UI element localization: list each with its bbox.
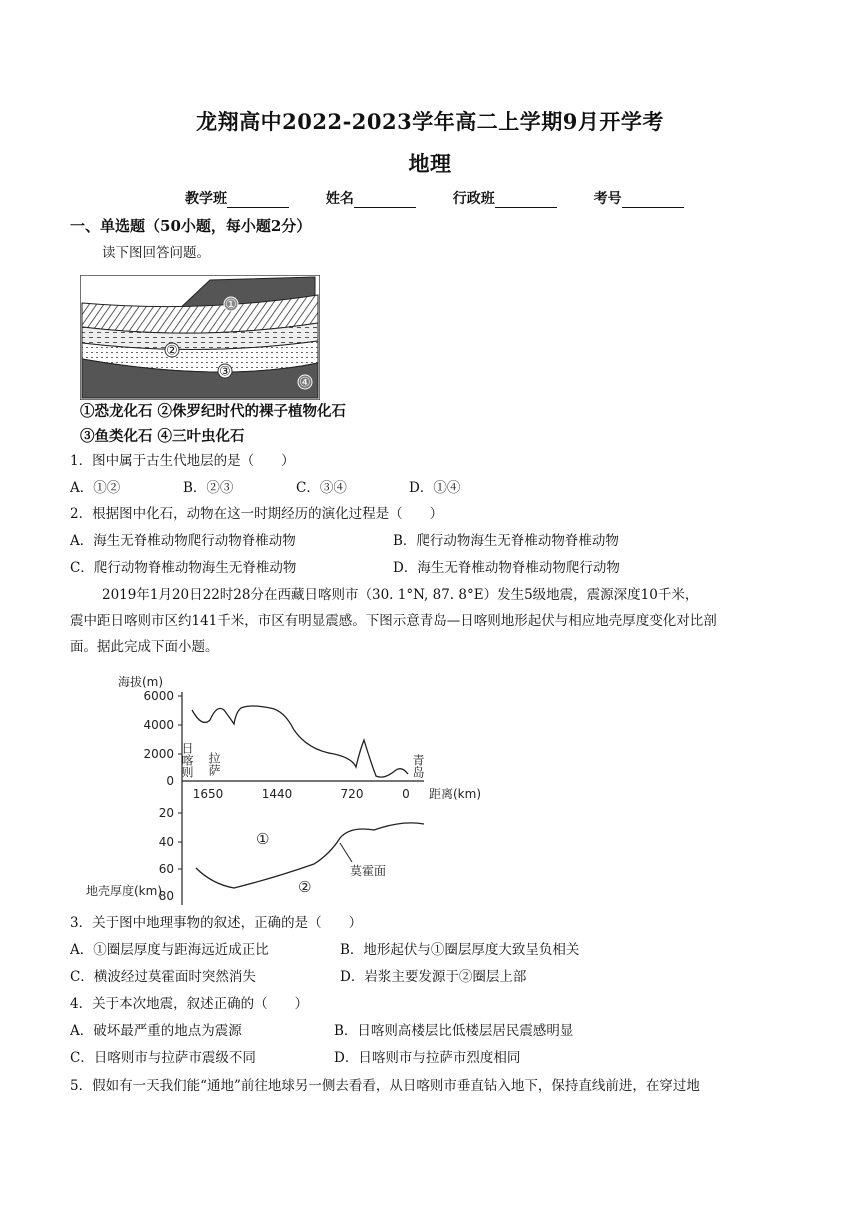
intro-text: 读下图回答问题。 [102,245,210,261]
field-name-blank[interactable] [354,193,416,208]
field-admin-class-label: 行政班 [452,191,495,207]
distance-tick-1650: 1650 [192,787,224,801]
field-exam-no-blank[interactable] [622,193,684,208]
place-rikaze [180,742,194,779]
passage-line-2: 震中距日喀则市区约141千米，市区有明显震感。下图示意青岛—日喀则地形起伏与相应地壳厚度变化对比剖 [70,613,717,629]
q2-option-c[interactable]: C．爬行动物脊椎动物海生无脊椎动物 [70,560,297,576]
distance-axis-label: 距离(km) [429,787,482,801]
distance-tick-0: 0 [402,787,410,801]
field-class-blank[interactable] [227,193,289,208]
passage-line-3: 面。据此完成下面小题。 [70,639,219,655]
q4-option-a[interactable]: A．破坏最严重的地点为震源 [70,1023,242,1039]
q3-option-b[interactable]: B．地形起伏与①圈层厚度大致呈负相关 [340,942,580,958]
field-name-label: 姓名 [325,191,354,207]
field-class-label: 教学班 [185,191,227,207]
mantle-layer-2-label: ② [298,878,312,896]
q2-option-b[interactable]: B．爬行动物海生无脊椎动物脊椎动物 [393,533,619,549]
field-admin-class-blank[interactable] [495,193,557,208]
elev-tick-2000: 2000 [143,747,174,761]
q2-stem: 2．根据图中化石，动物在这一时期经历的演化过程是（ ） [70,506,444,522]
crust-tick-60: 60 [158,862,174,876]
crust-thickness-axis-label: 地壳厚度(km) [86,884,163,898]
q3-option-c[interactable]: C．横波经过莫霍面时突然消失 [70,969,256,985]
crust-tick-40: 40 [158,835,174,849]
distance-tick-1440: 1440 [261,787,293,801]
moho-label: 莫霍面 [350,864,387,878]
elev-tick-6000: 6000 [143,689,174,703]
q2-option-d[interactable]: D．海生无脊椎动物脊椎动物爬行动物 [393,560,620,576]
figure1-caption-line1: ①恐龙化石 ②侏罗纪时代的裸子植物化石 [80,403,347,420]
q3-stem: 3．关于图中地理事物的叙述，正确的是（ ） [70,915,363,931]
svg-text:青岛: 青岛 [411,754,425,778]
q4-option-d[interactable]: D．日喀则市与拉萨市烈度相同 [334,1050,521,1066]
elev-tick-0: 0 [166,774,174,788]
q4-option-b[interactable]: B．日喀则高楼层比低楼层居民震感明显 [334,1023,574,1039]
elev-tick-4000: 4000 [143,718,174,732]
strata-marker-4: ④ [299,375,311,391]
section-heading: 一、单选题（50小题，每小题2分） [70,217,312,235]
profile-figure [84,670,504,910]
student-info-fields [185,188,684,208]
q3-option-a[interactable]: A．①圈层厚度与距海远近成正比 [70,942,269,958]
q5-stem: 5．假如有一天我们能“通地”前往地球另一侧去看看，从日喀则市垂直钻入地下，保持直线前进，在穿过地 [70,1078,700,1094]
q1-option-d[interactable]: D．①④ [409,480,461,496]
place-lhasa [207,751,221,776]
q1-option-b[interactable]: B．②③ [183,480,234,496]
q4-option-c[interactable]: C．日喀则市与拉萨市震级不同 [70,1050,256,1066]
q1-option-a[interactable]: A．①② [70,480,121,496]
q1-option-c[interactable]: C．③④ [296,480,347,496]
crust-tick-80: 80 [158,889,174,903]
field-exam-no-label: 考号 [593,191,622,207]
svg-text:日喀则: 日喀则 [180,742,194,778]
passage-line-1: 2019年1月20日22时28分在西藏日喀则市（30. 1°N, 87. 8°E）发生5级地震，震源深度10千米， [102,587,699,603]
q2-option-a[interactable]: A．海生无脊椎动物爬行动物脊椎动物 [70,533,296,549]
elevation-axis-label: 海拔(m) [118,675,164,689]
crust-layer-1-label: ① [256,830,270,848]
figure1-caption-line2: ③鱼类化石 ④三叶虫化石 [80,428,245,445]
strata-marker-2: ② [166,343,178,359]
place-qingdao [411,753,425,778]
strata-marker-1: ① [225,297,237,313]
q4-stem: 4．关于本次地震，叙述正确的（ ） [70,996,309,1012]
svg-text:拉萨: 拉萨 [207,752,221,776]
strata-figure [80,275,320,400]
q3-option-d[interactable]: D．岩浆主要发源于②圈层上部 [340,969,527,985]
crust-tick-20: 20 [158,806,174,820]
distance-tick-720: 720 [340,787,364,801]
q1-stem: 1．图中属于古生代地层的是（ ） [70,453,295,469]
exam-title: 龙翔高中2022-2023学年高二上学期9月开学考 [196,109,664,134]
strata-marker-3: ③ [219,364,231,380]
subject-title: 地理 [408,151,452,176]
